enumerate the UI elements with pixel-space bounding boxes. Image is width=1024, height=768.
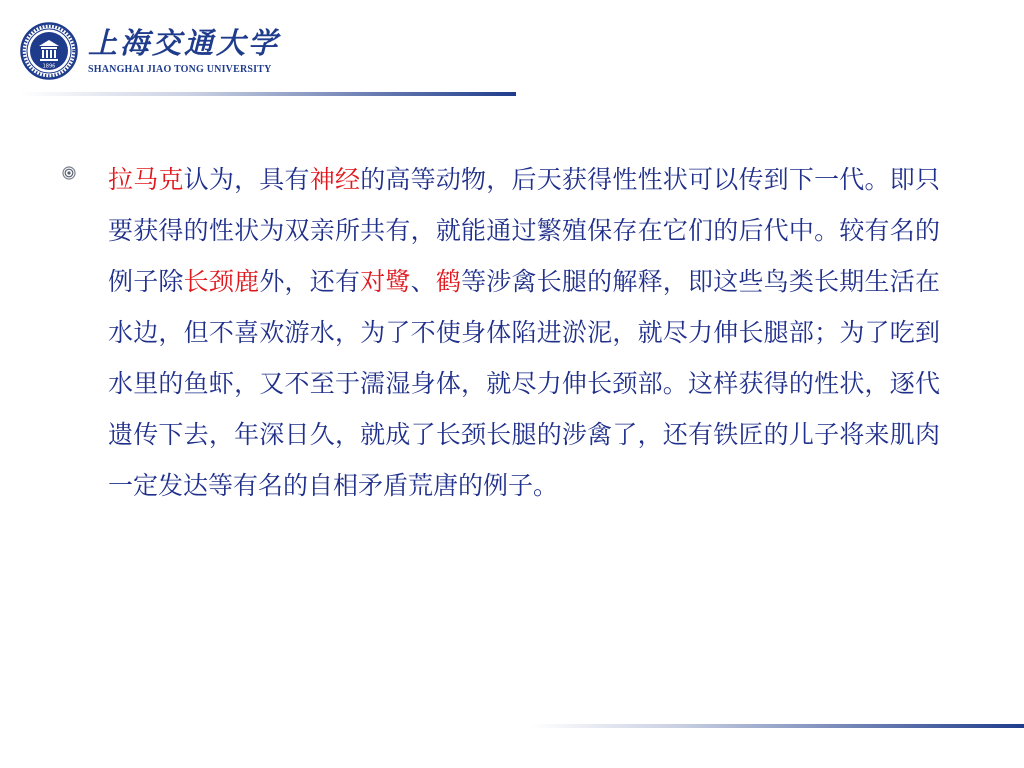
seal-year: 1896 (42, 63, 56, 70)
text-segment: 等涉禽长腿的解释，即这些鸟类长期生活在水边，但不喜欢游水，为了不使身体陷进淤泥，就尽力伸长腿部；为了吃到水里的鱼虾，又不至于濡湿身体，就尽力伸长颈部。这样获得的性状，逐代遗传下去，年深日久，就成了长颈长腿的涉禽了，还有铁匠的儿子将来肌肉一定发达等有名的自相矛盾荒唐的例子。 (108, 267, 940, 500)
circle-bullet-icon (62, 166, 76, 180)
body-paragraph (108, 154, 940, 511)
university-name-cn: 上海交通大学 (88, 26, 281, 60)
text-segment: 认为，具有 (183, 165, 310, 194)
footer-divider (530, 724, 1024, 728)
text-segment: 的高等动物，后天获得性性状可以传到下一代。即只要获得的性状为双亲所共有，就能通过繁殖保存在它们的后代中。较有名的例子除 (108, 165, 940, 296)
highlight-heron: 对鹭 (360, 267, 411, 296)
highlight-nerve: 神经 (309, 165, 361, 194)
highlight-lamarck: 拉马克 (108, 165, 184, 194)
highlight-crane: 鹤 (435, 267, 462, 296)
header-divider (20, 92, 516, 96)
university-logo (20, 22, 281, 82)
university-seal-icon (20, 22, 78, 80)
text-segment: 外，还有 (259, 267, 361, 296)
highlight-giraffe: 长颈鹿 (183, 267, 260, 296)
university-name-en: SHANGHAI JIAO TONG UNIVERSITY (88, 64, 272, 75)
text-segment: 、 (410, 267, 436, 296)
